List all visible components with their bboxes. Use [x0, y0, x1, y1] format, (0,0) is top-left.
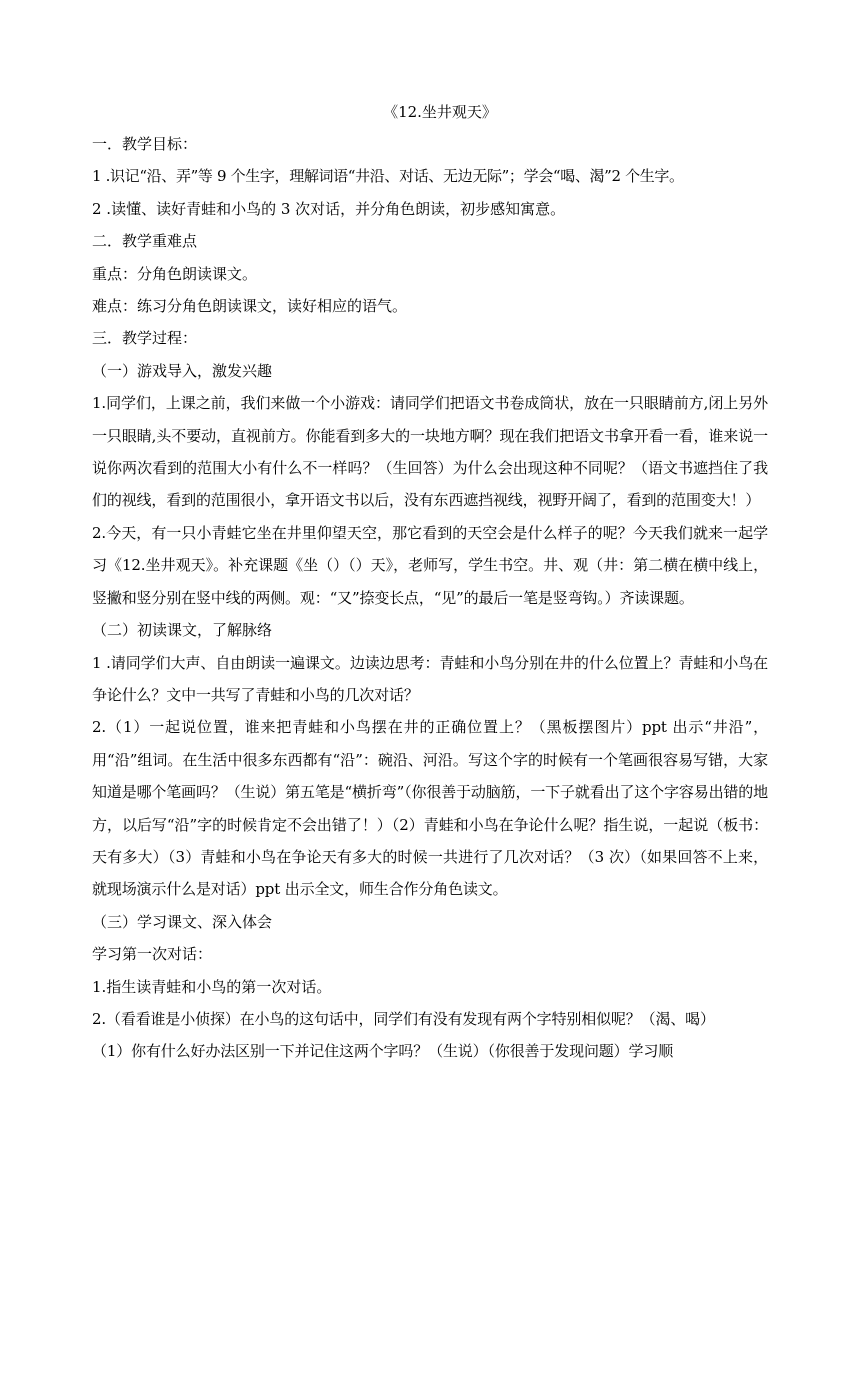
paragraph-detective: 2.（看看谁是小侦探）在小鸟的这句话中，同学们有没有发现有两个字特别相似呢？（渴、喝）: [92, 1009, 715, 1028]
paragraph-topic-intro: 2.今天，有一只小青蛙它坐在井里仰望天空，那它看到的天空会是什么样子的呢？今天我们就来一起学习《12.坐井观天》。补充课题《坐（）（）天》，老师写，学生书空。井、观（井：第二横在横中线上，竖撇和竖分别在竖中线的两侧。观：“又”捺变长点，“见”的最后一笔是竖弯钩。）齐读课题。: [92, 523, 768, 607]
subsection-heading-1: （一）游戏导入，激发兴趣: [92, 361, 273, 380]
document-title: 《12.坐井观天》: [383, 103, 497, 121]
paragraph-game-intro: 1.同学们，上课之前，我们来做一个小游戏：请同学们把语文书卷成筒状，放在一只眼睛前方,闭上另外一只眼睛,头不要动，直视前方。你能看到多大的一块地方啊？现在我们把语文书拿开看一看，谁来说一说你两次看到的范围大小有什么不一样吗？（生回答）为什么会出现这种不同呢？（语文书遮挡住了我们的视线，看到的范围很小，拿开语文书以后，没有东西遮挡视线，视野开阔了，看到的范围变大！）: [92, 394, 768, 510]
goal-item-1: 1 .识记“沿、弄”等 9 个生字，理解词语“井沿、对话、无边无际”；学会“喝、渴”2 个生字。: [92, 167, 684, 186]
document-page: [92, 96, 768, 1068]
focus-point: 重点：分角色朗读课文。: [92, 264, 258, 283]
dialogue-heading-1: 学习第一次对话：: [92, 945, 213, 964]
section-heading-process: 三．教学过程：: [92, 329, 198, 348]
difficult-point: 难点：练习分角色朗读课文，读好相应的语气。: [92, 297, 408, 316]
paragraph-distinguish: （1）你有什么好办法区别一下并记住这两个字吗？（生说）（你很善于发现问题）学习顺: [92, 1042, 674, 1061]
section-heading-goals: 一．教学目标：: [92, 135, 198, 153]
dialogue-step-1: 1.指生读青蛙和小鸟的第一次对话。: [92, 977, 332, 996]
paragraph-positions: 2.（1）一起说位置，谁来把青蛙和小鸟摆在井的正确位置上？（黑板摆图片）ppt 出示“井沿”，用“沿”组词。在生活中很多东西都有“沿”：碗沿、河沿。写这个字的时候有一个笔画很容易写错，大家知道是哪个笔画吗？（生说）第五笔是“横折弯”（你很善于动脑筋，一下子就看出了这个字容易出错的地方，以后写“沿”字的时候肯定不会出错了！）（2）青蛙和小鸟在争论什么呢？指生说，一起说（板书：天有多大）（3）青蛙和小鸟在争论天有多大的时候一共进行了几次对话？（3 次）（如果回答不上来，就现场演示什么是对话）ppt 出示全文，师生合作分角色读文。: [92, 718, 768, 899]
subsection-heading-3: （三）学习课文、深入体会: [92, 912, 273, 931]
section-heading-focus: 二．教学重难点: [92, 232, 198, 251]
subsection-heading-2: （二）初读课文，了解脉络: [92, 621, 273, 640]
paragraph-first-reading: 1 .请同学们大声、自由朗读一遍课文。边读边思考：青蛙和小鸟分别在井的什么位置上？青蛙和小鸟在争论什么？文中一共写了青蛙和小鸟的几次对话？: [92, 653, 768, 704]
goal-item-2: 2 .读懂、读好青蛙和小鸟的 3 次对话，并分角色朗读，初步感知寓意。: [92, 199, 566, 218]
